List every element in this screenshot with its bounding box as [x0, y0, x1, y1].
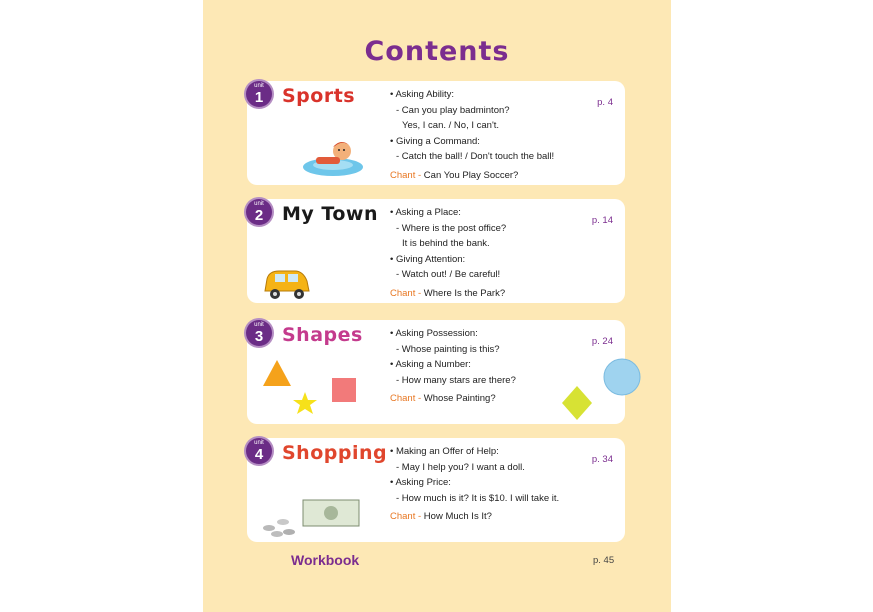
unit-card-4[interactable]: [247, 438, 625, 542]
chant-line: Chant - Whose Painting?: [390, 393, 496, 405]
workbook-label[interactable]: Workbook: [291, 552, 360, 568]
unit-lines: • Asking a Place: - Where is the post office? It is behind the bank. • Giving Attention: - Watch out! / Be careful! Chant - Where Is the Park?: [390, 205, 506, 302]
unit-card-3[interactable]: [247, 320, 625, 424]
unit-title: Shapes: [282, 324, 363, 346]
diamond-shape-icon: [560, 384, 594, 422]
page-number: p. 24: [591, 336, 613, 347]
unit-lines: • Asking Ability: - Can you play badminton? Yes, I can. / No, I can't. • Giving a Command: - Catch the ball! / Don't touch the ball! Chant - Can You Play Soccer?: [390, 87, 554, 184]
chant-line: Chant - How Much Is It?: [390, 511, 492, 523]
unit-badge: unit 2: [246, 199, 272, 225]
unit-title: Shopping: [282, 442, 388, 464]
circle-shape-icon: [603, 358, 641, 396]
unit-card-2[interactable]: [247, 199, 625, 303]
unit-badge: unit 1: [246, 81, 272, 107]
shapes-illustration-icon: [259, 356, 363, 416]
unit-card-1[interactable]: [247, 81, 625, 185]
page-number: p. 14: [591, 215, 613, 226]
page-number: p. 4: [597, 97, 613, 108]
money-illustration-icon: [259, 496, 363, 538]
swimmer-illustration-icon: [302, 137, 364, 179]
page-number: p. 34: [591, 454, 613, 465]
unit-badge: unit 4: [246, 438, 272, 464]
unit-lines: • Asking Possession: - Whose painting is this? • Asking a Number: - How many stars are there? Chant - Whose Painting?: [390, 326, 516, 407]
page-title: Contents: [364, 36, 510, 67]
contents-page: [203, 0, 671, 612]
unit-title: Sports: [282, 85, 356, 107]
chant-line: Chant - Where Is the Park?: [390, 287, 506, 299]
chant-line: Chant - Can You Play Soccer?: [390, 169, 519, 181]
unit-title: My Town: [282, 203, 378, 225]
unit-badge: unit 3: [246, 320, 272, 346]
car-illustration-icon: [261, 265, 313, 303]
workbook-page-number: p. 45: [593, 555, 615, 566]
unit-lines: • Making an Offer of Help: - May I help you? I want a doll. • Asking Price: - How much is it? It is $10. I will take it. Chant - How Much Is It?: [390, 444, 559, 525]
